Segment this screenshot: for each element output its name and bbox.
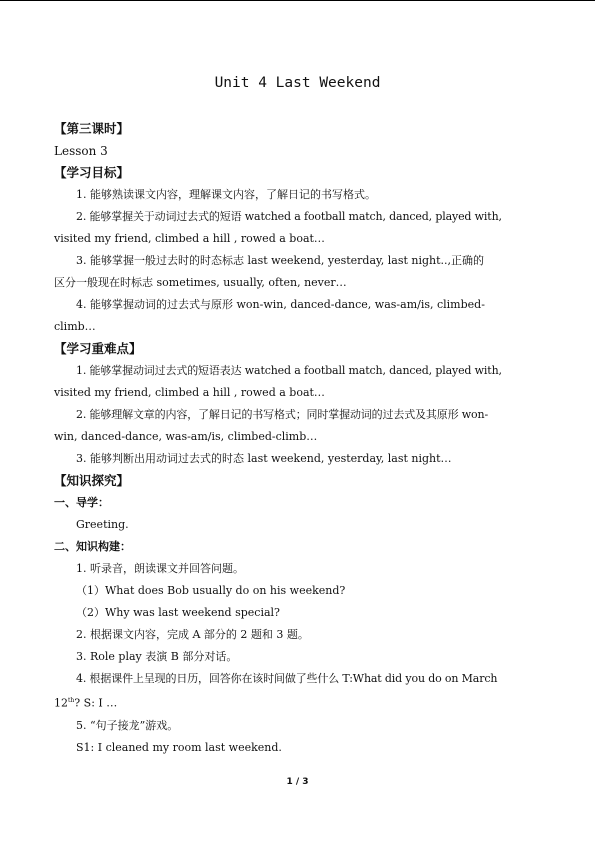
date-number: 12 <box>54 696 68 710</box>
goal-line: visited my friend, climbed a hill , rowed a boat… <box>54 232 325 245</box>
document-title: Unit 4 Last Weekend <box>214 75 381 91</box>
guide-heading: 一、导学： <box>54 496 109 509</box>
key-point-line: 2. 能够理解文章的内容，了解日记的书写格式；同时掌握动词的过去式及其原形 won- <box>76 408 489 421</box>
question-line: （2）Why was last weekend special? <box>76 606 280 619</box>
date-suffix: th <box>68 697 75 704</box>
key-point-line: visited my friend, climbed a hill , rowed a boat… <box>54 386 325 399</box>
task-line: 5. “句子接龙”游戏。 <box>76 718 179 732</box>
dialogue-prompt: ? S: I … <box>74 696 118 710</box>
task-line: 4. 根据课件上呈现的日历，回答你在该时间做了些什么 T:What did you do on March <box>76 672 498 685</box>
document-body <box>54 118 549 759</box>
top-rule <box>0 0 595 1</box>
goal-line: 区分一般现在时标志 sometimes, usually, often, never… <box>54 276 347 289</box>
task-line-continued <box>54 690 549 715</box>
explore-heading: 【知识探究】 <box>54 473 130 488</box>
goals-heading: 【学习目标】 <box>54 165 130 180</box>
lesson-label: Lesson 3 <box>54 144 108 158</box>
key-point-line: win, danced-dance, was-am/is, climbed-climb… <box>54 430 318 443</box>
task-line: 3. Role play 表演 B 部分对话。 <box>76 650 238 663</box>
section-period-heading: 【第三课时】 <box>54 121 130 136</box>
goal-line: 2. 能够掌握关于动词过去式的短语 watched a football match, danced, played with, <box>76 210 502 223</box>
goal-line: 1. 能够熟读课文内容，理解课文内容，了解日记的书写格式。 <box>76 188 376 201</box>
knowledge-heading: 二、知识构建： <box>54 540 131 553</box>
key-point-line: 1. 能够掌握动词过去式的短语表达 watched a football match, danced, played with, <box>76 364 502 377</box>
key-point-line: 3. 能够判断出用动词过去式的时态 last weekend, yesterday, last night… <box>76 452 452 465</box>
task-line: 1. 听录音，朗读课文并回答问题。 <box>76 562 244 575</box>
guide-text: Greeting. <box>76 518 129 531</box>
goal-line: climb… <box>54 320 96 333</box>
page-number: 1 / 3 <box>286 777 309 787</box>
task-line: 2. 根据课文内容，完成 A 部分的 2 题和 3 题。 <box>76 628 309 641</box>
goal-line: 4. 能够掌握动词的过去式与原形 won-win, danced-dance, was-am/is, climbed- <box>76 298 485 311</box>
example-sentence: S1: I cleaned my room last weekend. <box>76 740 282 754</box>
goal-line: 3. 能够掌握一般过去时的时态标志 last weekend, yesterday, last night..,正确的 <box>76 254 485 267</box>
question-line: （1）What does Bob usually do on his weekend? <box>76 584 346 597</box>
key-points-heading: 【学习重难点】 <box>54 341 142 356</box>
